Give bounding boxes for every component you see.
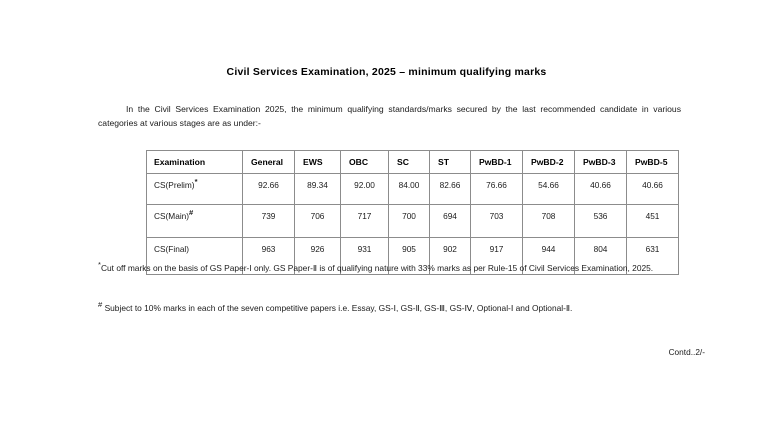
row-label-text: CS(Main): [154, 211, 190, 221]
cell-main-pwbd-1: 703: [471, 205, 523, 238]
cell-prelim-pwbd-2: 54.66: [523, 174, 575, 205]
column-header-pwbd-2: PwBD-2: [523, 151, 575, 174]
row-label-text: CS(Prelim): [154, 180, 195, 190]
footnote-asterisk: [98, 261, 684, 275]
cell-final-st: 902: [430, 238, 471, 275]
page-continuation-note: Contd..2/-: [668, 347, 705, 357]
cell-main-pwbd-3: 536: [575, 205, 627, 238]
cell-final-ews: 926: [295, 238, 341, 275]
column-header-pwbd-1: PwBD-1: [471, 151, 523, 174]
cell-final-general: 963: [243, 238, 295, 275]
cell-main-pwbd-2: 708: [523, 205, 575, 238]
cell-final-pwbd-1: 917: [471, 238, 523, 275]
column-header-sc: SC: [389, 151, 430, 174]
cell-prelim-sc: 84.00: [389, 174, 430, 205]
column-header-pwbd-3: PwBD-3: [575, 151, 627, 174]
cell-prelim-pwbd-5: 40.66: [627, 174, 679, 205]
table-row: [147, 205, 679, 238]
footnote-asterisk-text: Cut off marks on the basis of GS Paper-I only. GS Paper-Ⅱ is of qualifying nature with 33% marks as per Rule-15 of Civil Services Examination, 2025.: [100, 263, 654, 273]
footnote-marker-hash-text: #: [98, 300, 103, 310]
qualifying-marks-table: [146, 150, 679, 275]
cell-final-pwbd-2: 944: [523, 238, 575, 275]
cell-main-sc: 700: [389, 205, 430, 238]
column-header-pwbd-5: PwBD-5: [627, 151, 679, 174]
cell-main-st: 694: [430, 205, 471, 238]
page-title: Civil Services Examination, 2025 – minimum qualifying marks: [226, 66, 547, 78]
column-header-ews: EWS: [295, 151, 341, 174]
cell-final-obc: 931: [341, 238, 389, 275]
column-header-examination: Examination: [147, 151, 243, 174]
table-row: [147, 174, 679, 205]
cell-prelim-st: 82.66: [430, 174, 471, 205]
intro-paragraph: [98, 102, 681, 130]
cell-final-pwbd-3: 804: [575, 238, 627, 275]
cell-main-ews: 706: [295, 205, 341, 238]
cell-main-general: 739: [243, 205, 295, 238]
row-label-text: CS(Final): [154, 244, 190, 254]
intro-text: In the Civil Services Examination 2025, the minimum qualifying standards/marks secured by the last recommended candidate in various categories at various stages are as under:-: [98, 104, 681, 129]
row-label-prelim: [147, 174, 243, 205]
column-header-obc: OBC: [341, 151, 389, 174]
footnote-marker-hash: #: [189, 208, 194, 218]
cell-prelim-obc: 92.00: [341, 174, 389, 205]
footnote-marker-asterisk: *: [194, 177, 198, 187]
row-label-main: [147, 205, 243, 238]
cell-prelim-pwbd-1: 76.66: [471, 174, 523, 205]
cell-final-pwbd-5: 631: [627, 238, 679, 275]
cell-main-obc: 717: [341, 205, 389, 238]
column-header-st: ST: [430, 151, 471, 174]
cell-prelim-general: 92.66: [243, 174, 295, 205]
cell-prelim-pwbd-3: 40.66: [575, 174, 627, 205]
cell-final-sc: 905: [389, 238, 430, 275]
footnote-marker-asterisk-text: *: [98, 260, 101, 270]
table-header-row: [147, 151, 679, 174]
cell-main-pwbd-5: 451: [627, 205, 679, 238]
cell-prelim-ews: 89.34: [295, 174, 341, 205]
footnote-hash: [98, 301, 684, 315]
column-header-general: General: [243, 151, 295, 174]
footnote-hash-text: Subject to 10% marks in each of the seven competitive papers i.e. Essay, GS-Ⅰ, GS-Ⅱ, GS-Ⅲ, GS-Ⅳ, Optional-Ⅰ and Optional-Ⅱ.: [104, 303, 573, 313]
